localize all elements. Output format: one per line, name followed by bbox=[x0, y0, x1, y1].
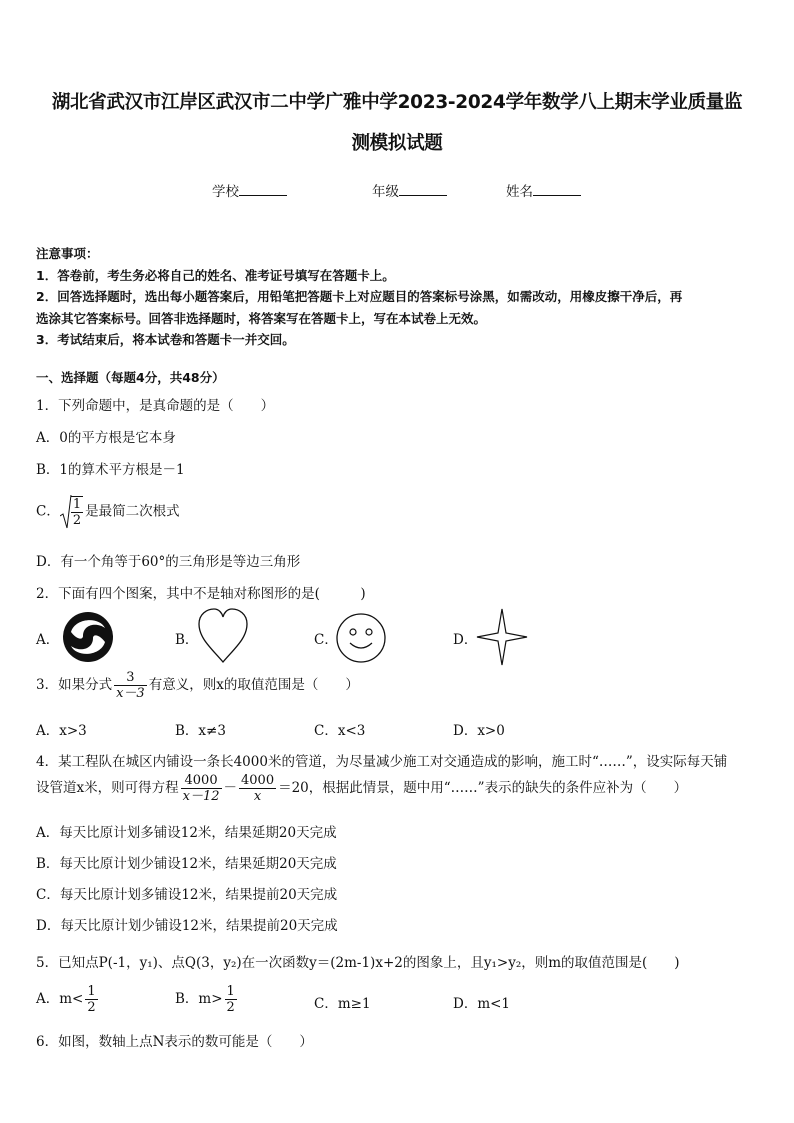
q2-stem: 2．下面有四个图案，其中不是轴对称图形的是( ) bbox=[36, 586, 366, 602]
q5-b-numerator: 1 bbox=[226, 984, 235, 999]
q1-c-fraction bbox=[71, 496, 83, 528]
smiley-face-icon bbox=[335, 612, 387, 664]
section-heading: 一、选择题（每题4分，共48分） bbox=[36, 370, 225, 385]
q5-a-denominator: 2 bbox=[87, 1000, 96, 1015]
school-field[interactable] bbox=[212, 180, 287, 200]
q3-numerator: 3 bbox=[114, 670, 147, 686]
q1-c-text: 是最简二次根式 bbox=[85, 503, 180, 520]
q3-option-c: C．x<3 bbox=[314, 723, 366, 739]
q4-option-a: A．每天比原计划多铺设12米，结果延期20天完成 bbox=[36, 825, 337, 841]
q4-option-d: D．每天比原计划少铺设12米，结果提前20天完成 bbox=[36, 918, 338, 934]
q5-option-c: C．m≥1 bbox=[314, 996, 371, 1012]
q3-stem-prefix: 3．如果分式 bbox=[36, 677, 113, 693]
q1-option-c bbox=[36, 494, 180, 530]
q3-fraction bbox=[114, 670, 147, 701]
q1-c-label: C． bbox=[36, 503, 60, 520]
q4-line2 bbox=[36, 773, 687, 804]
notice-line-3: 选涂其它答案标号。回答非选择题时，将答案写在答题卡上，写在本试卷上无效。 bbox=[36, 310, 487, 326]
q4-option-c: C．每天比原计划多铺设12米，结果提前20天完成 bbox=[36, 887, 338, 903]
notice-block bbox=[36, 243, 760, 351]
q5-b-denominator: 2 bbox=[226, 1000, 235, 1015]
four-point-star-icon bbox=[476, 608, 528, 666]
q4-f1-numerator: 4000 bbox=[181, 773, 222, 789]
grade-label: 年级 bbox=[372, 184, 399, 200]
q5-b-fraction bbox=[225, 984, 237, 1015]
swirl-logo-icon bbox=[61, 610, 115, 664]
q1-option-b: B．1的算术平方根是－1 bbox=[36, 462, 185, 478]
q4-equals: ＝20 bbox=[278, 780, 309, 796]
q2-label-a: A． bbox=[36, 632, 60, 648]
q1-option-a: A．0的平方根是它本身 bbox=[36, 430, 176, 446]
q3-denominator: x－3 bbox=[116, 686, 145, 701]
q5-stem: 5．已知点P(-1，y₁)、点Q(3，y₂)在一次函数y＝(2m-1)x+2的图象上，且y₁>y₂，则m的取值范围是( ) bbox=[36, 955, 680, 971]
q4-option-b: B．每天比原计划少铺设12米，结果延期20天完成 bbox=[36, 856, 337, 872]
notice-heading: 注意事项： bbox=[36, 246, 99, 261]
q1-stem: 1．下列命题中，是真命题的是（ ） bbox=[36, 398, 275, 414]
q4-line2-prefix: 设管道x米，则可得方程 bbox=[36, 780, 179, 796]
q5-a-label: A．m< bbox=[36, 991, 84, 1007]
q2-label-d: D． bbox=[453, 632, 478, 648]
q5-a-numerator: 1 bbox=[87, 984, 96, 999]
q5-a-fraction bbox=[85, 984, 97, 1015]
q4-f2-denominator: x bbox=[253, 789, 262, 804]
name-label: 姓名 bbox=[506, 184, 533, 200]
q5-option-a bbox=[36, 984, 100, 1015]
q5-option-d: D．m<1 bbox=[453, 996, 511, 1012]
q4-minus: － bbox=[223, 780, 237, 796]
notice-line-2: 2．回答选择题时，选出每小题答案后，用铅笔把答题卡上对应题目的答案标号涂黑，如需改动，用橡皮擦干净后，再 bbox=[36, 289, 683, 304]
q4-fraction-2 bbox=[239, 773, 276, 804]
q4-f2-numerator: 4000 bbox=[241, 773, 275, 788]
notice-line-1: 1．答卷前，考生务必将自己的姓名、准考证号填写在答题卡上。 bbox=[36, 267, 395, 283]
q4-line1: 4．某工程队在城区内铺设一条长4000米的管道，为尽量减少施工对交通造成的影响，施工时“……”，设实际每天铺 bbox=[36, 754, 728, 770]
q5-option-b bbox=[175, 984, 239, 1015]
name-field[interactable] bbox=[506, 180, 581, 200]
q4-f1-denominator: x－12 bbox=[182, 789, 220, 804]
q1-c-denominator: 2 bbox=[72, 513, 82, 528]
q3-option-d: D．x>0 bbox=[453, 723, 505, 739]
school-label: 学校 bbox=[212, 184, 239, 200]
q2-label-b: B． bbox=[175, 632, 199, 648]
grade-field[interactable] bbox=[372, 180, 447, 200]
notice-line-4: 3．考试结束后，将本试卷和答题卡一并交回。 bbox=[36, 332, 295, 347]
q1-option-d: D．有一个角等于60°的三角形是等边三角形 bbox=[36, 554, 301, 570]
heart-icon bbox=[197, 608, 249, 664]
q3-stem bbox=[36, 670, 359, 701]
q3-option-b: B．x≠3 bbox=[175, 723, 226, 739]
q4-line2-suffix: ，根据此情景，题中用“……”表示的缺失的条件应补为（ ） bbox=[308, 780, 688, 796]
q6-stem: 6．如图，数轴上点N表示的数可能是（ ） bbox=[36, 1034, 313, 1050]
radical-sign-icon bbox=[60, 494, 72, 530]
q2-label-c: C． bbox=[314, 632, 338, 648]
q3-stem-suffix: 有意义，则x的取值范围是（ ） bbox=[148, 677, 359, 693]
q5-b-label: B．m> bbox=[175, 991, 223, 1007]
exam-title-line1: 湖北省武汉市江岸区武汉市二中学广雅中学2023-2024学年数学八上期末学业质量监 bbox=[51, 92, 743, 113]
q4-fraction-1 bbox=[181, 773, 222, 804]
q3-option-a: A．x>3 bbox=[36, 723, 87, 739]
sqrt-expression bbox=[60, 494, 85, 530]
exam-title-line2: 测模拟试题 bbox=[351, 133, 443, 154]
q1-c-numerator: 1 bbox=[72, 497, 82, 512]
